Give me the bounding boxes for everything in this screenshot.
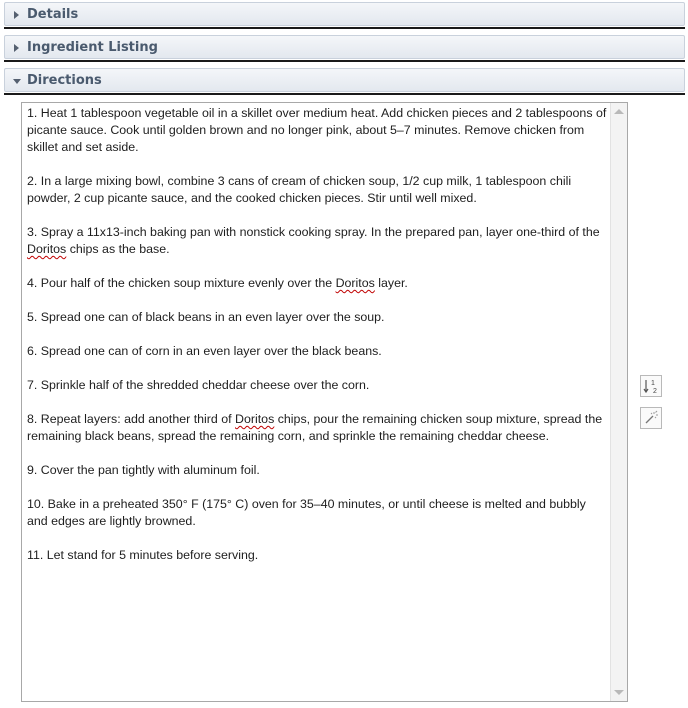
magic-wand-icon [643, 410, 659, 426]
direction-step [27, 173, 607, 207]
step-text: 3. Spray a 11x13-inch baking pan with nonstick cooking spray. In the prepared pan, layer one-third of the [27, 225, 600, 239]
section-title-directions: Directions [27, 73, 102, 88]
step-text: 7. Sprinkle half of the shredded cheddar cheese over the corn. [27, 378, 370, 392]
section-divider [4, 93, 685, 95]
misspelled-word: Doritos [335, 276, 375, 290]
scroll-up-icon[interactable] [614, 109, 624, 114]
svg-text:1: 1 [651, 380, 655, 387]
section-title-details: Details [27, 7, 79, 22]
step-text: chips as the base. [66, 242, 170, 256]
section-header-details[interactable] [4, 2, 685, 26]
step-text: 5. Spread one can of black beans in an even layer over the soup. [27, 310, 385, 324]
direction-step [27, 105, 607, 156]
svg-text:2: 2 [653, 388, 657, 394]
step-text: 8. Repeat layers: add another third of [27, 412, 236, 426]
direction-step [27, 224, 607, 258]
collapsed-arrow-icon [14, 44, 19, 52]
section-header-ingredient-listing[interactable] [4, 35, 685, 59]
direction-step [27, 547, 607, 564]
step-text: 11. Let stand for 5 minutes before serving. [27, 548, 259, 562]
sort-numeric-icon [643, 378, 659, 394]
collapsed-arrow-icon [14, 11, 19, 19]
direction-step [27, 309, 607, 326]
misspelled-word: Doritos [27, 242, 67, 256]
step-text: chips, pour the remaining chicken soup mixture, spread the remaining black beans, spread the remaining corn, and sprinkle the remaining cheddar cheese. [27, 412, 603, 443]
direction-step [27, 496, 607, 530]
misspelled-word: Doritos [235, 412, 275, 426]
step-text: 1. Heat 1 tablespoon vegetable oil in a skillet over medium heat. Add chicken pieces and 2 tablespoons of picante sauce. Cook until golden brown and no longer pink, about 5–7 minutes. Remove chicken from skillet and set aside. [27, 106, 607, 154]
step-text: 4. Pour half of the chicken soup mixture evenly over the [27, 276, 336, 290]
section-header-directions[interactable] [4, 68, 685, 92]
scroll-down-icon[interactable] [614, 690, 624, 695]
direction-step [27, 411, 607, 445]
step-text: 9. Cover the pan tightly with aluminum foil. [27, 463, 260, 477]
direction-step [27, 275, 607, 292]
step-text: layer. [374, 276, 408, 290]
section-divider [4, 60, 685, 62]
direction-step [27, 462, 607, 479]
section-title-ingredient-listing: Ingredient Listing [27, 40, 158, 55]
directions-text[interactable] [27, 105, 607, 581]
direction-step [27, 377, 607, 394]
directions-textarea[interactable] [21, 102, 628, 702]
step-text: 2. In a large mixing bowl, combine 3 cans of cream of chicken soup, 1/2 cup milk, 1 tablespoon chili powder, 2 cup picante sauce, and the cooked chicken pieces. Stir until well mixed. [27, 174, 572, 205]
section-divider [4, 27, 685, 29]
vertical-scrollbar[interactable] [610, 103, 627, 701]
sort-steps-button[interactable] [640, 375, 662, 397]
step-text: 6. Spread one can of corn in an even layer over the black beans. [27, 344, 382, 358]
direction-step [27, 343, 607, 360]
step-text: 10. Bake in a preheated 350° F (175° C) oven for 35–40 minutes, or until cheese is melted and bubbly and edges are lightly browned. [27, 497, 586, 528]
expanded-arrow-icon [13, 79, 21, 84]
auto-format-button[interactable] [640, 407, 662, 429]
